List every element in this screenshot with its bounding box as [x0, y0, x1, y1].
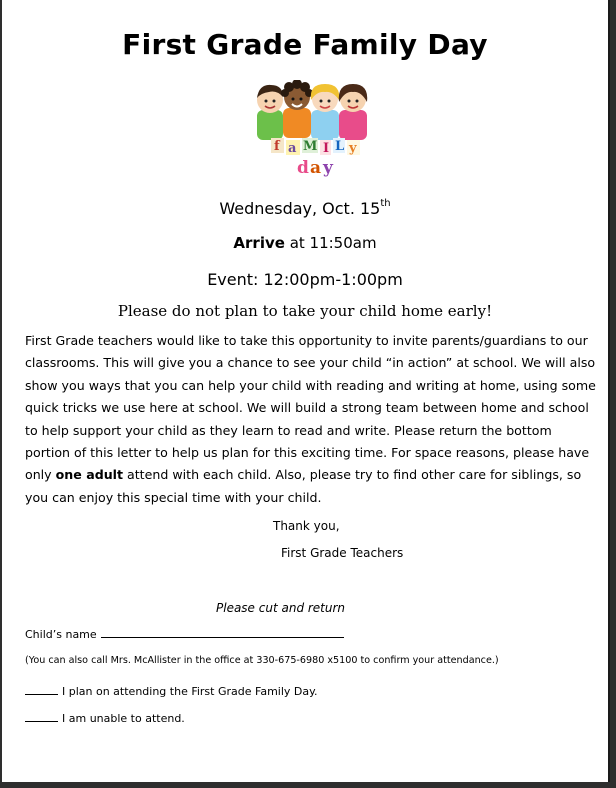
arrive-label: Arrive	[233, 234, 285, 252]
svg-text:a: a	[288, 141, 297, 156]
invitation-body	[25, 330, 599, 509]
option-attending-blank[interactable]	[25, 684, 58, 695]
svg-text:M: M	[303, 139, 318, 154]
option-attending-label: I plan on attending the First Grade Family Day.	[62, 685, 318, 698]
child-name-field[interactable]	[101, 627, 344, 638]
child-name-row	[25, 627, 344, 641]
closing-signoff: First Grade Teachers	[281, 546, 404, 560]
early-pickup-warning: Please do not plan to take your child home early!	[117, 302, 493, 320]
letter-page	[2, 0, 610, 782]
kid-boy-curly	[281, 80, 313, 138]
body-text-part1: First Grade teachers would like to take this opportunity to invite parents/guardians to our classrooms. This will give you a chance to see your child “in action” at school. We will also show you ways that you can help your child with reading and writing at home, using some quick tricks we use here at school. We will build a strong team between home and school to help support your child as they learn to read and write. Please return the bottom portion of this letter to help us plan for this exciting time. For space reasons, please have only	[25, 333, 596, 483]
event-date-suffix: th	[380, 197, 391, 209]
closing-thanks: Thank you,	[273, 519, 340, 533]
svg-text:y: y	[323, 158, 333, 178]
option-unable-row	[25, 711, 185, 725]
svg-text:f: f	[274, 139, 280, 154]
page-title: First Grade Family Day	[122, 28, 488, 61]
svg-text:L: L	[335, 139, 345, 154]
event-time: Event: 12:00pm-1:00pm	[207, 270, 403, 289]
svg-text:I: I	[323, 141, 330, 156]
option-unable-blank[interactable]	[25, 711, 58, 722]
body-text-bold: one adult	[55, 467, 124, 483]
event-date-text: Wednesday, Oct. 15	[219, 199, 381, 218]
svg-text:y: y	[349, 141, 357, 156]
event-date	[2, 199, 608, 218]
arrive-time	[2, 234, 608, 252]
kid-girl-right	[339, 84, 367, 140]
option-attending-row	[25, 684, 318, 698]
call-office-note: (You can also call Mrs. McAllister in the office at 330-675-6980 x5100 to confirm your attendance.)	[25, 655, 499, 666]
kid-girl-blonde	[311, 84, 339, 140]
svg-text:a: a	[310, 158, 322, 178]
body-text-part2: attend with each child. Also, please try to find other care for siblings, so you can enjoy this special time with your child.	[25, 467, 582, 505]
arrive-time-text: at 11:50am	[284, 234, 377, 252]
family-day-letters	[271, 138, 360, 178]
option-unable-label: I am unable to attend.	[62, 712, 185, 725]
kid-boy-left	[257, 85, 283, 140]
family-day-kids-illustration-icon	[249, 80, 389, 178]
cut-and-return-label: Please cut and return	[216, 601, 346, 615]
svg-text:d: d	[297, 158, 309, 178]
child-name-label: Child’s name	[25, 628, 97, 641]
